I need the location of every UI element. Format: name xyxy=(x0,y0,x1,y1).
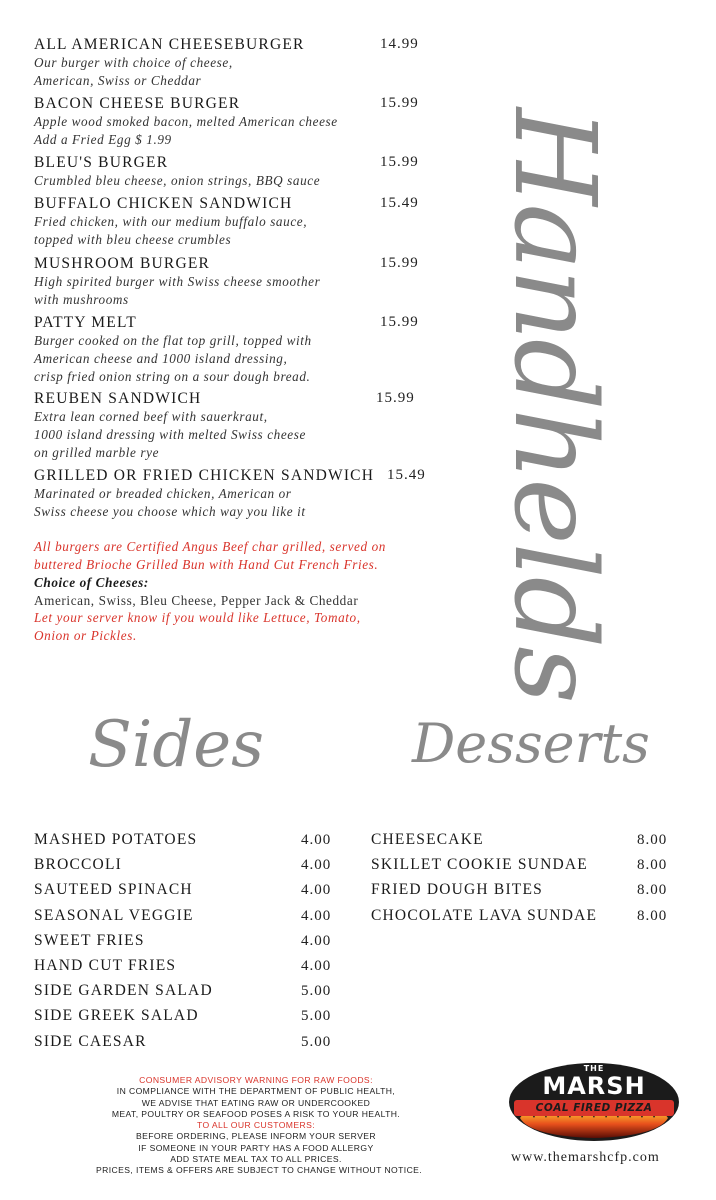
side-item-price: 4.00 xyxy=(301,907,332,924)
advisory-line: BEFORE ORDERING, PLEASE INFORM YOUR SERVER xyxy=(136,1131,376,1142)
handheld-item-price: 14.99 xyxy=(380,36,419,52)
handheld-item-price: 15.99 xyxy=(380,95,419,111)
handheld-item-desc: Crumbled bleu cheese, onion strings, BBQ sauce xyxy=(34,173,321,188)
handheld-item-price: 15.99 xyxy=(380,154,419,170)
handheld-item-desc: Fried chicken, with our medium buffalo sauce, xyxy=(34,214,308,229)
desserts-heading: Desserts xyxy=(412,712,650,775)
side-item-price: 5.00 xyxy=(301,1008,332,1025)
handheld-item-desc: Our burger with choice of cheese, xyxy=(34,55,233,70)
handhelds-heading: Handhelds xyxy=(489,108,619,702)
handheld-item-desc: American cheese and 1000 island dressing, xyxy=(34,351,288,366)
handheld-item-desc: American, Swiss or Cheddar xyxy=(34,73,202,88)
side-item-name: HAND CUT FRIES xyxy=(34,957,177,974)
handheld-item-price: 15.99 xyxy=(380,314,419,330)
marsh-logo xyxy=(508,1062,680,1142)
website-link[interactable]: www.themarshcfp.com xyxy=(511,1150,660,1165)
sides-heading: Sides xyxy=(88,708,264,782)
dessert-item-name: CHEESECAKE xyxy=(371,831,484,848)
side-item-price: 4.00 xyxy=(301,857,332,874)
logo-tagline: COAL FIRED PIZZA xyxy=(535,1102,653,1114)
side-item-price: 4.00 xyxy=(301,958,332,974)
handheld-item-desc: Add a Fried Egg $ 1.99 xyxy=(34,132,172,147)
advisory-line: WE ADVISE THAT EATING RAW OR UNDERCOOKED xyxy=(141,1097,371,1108)
advisory-heading: CONSUMER ADVISORY WARNING FOR RAW FOODS: xyxy=(139,1075,373,1085)
handheld-item-name: BUFFALO CHICKEN SANDWICH xyxy=(34,195,293,212)
side-item-price: 4.00 xyxy=(301,832,332,848)
side-item-price: 4.00 xyxy=(301,932,332,949)
handheld-item-name: GRILLED OR FRIED CHICKEN SANDWICH xyxy=(34,467,375,484)
notes-red-2: Let your server know if you would like Lettuce, Tomato, Onion or Pickles. xyxy=(34,610,361,643)
logo-the: THE xyxy=(583,1064,605,1073)
advisory-line: ADD STATE MEAL TAX TO ALL PRICES. xyxy=(170,1154,342,1165)
dessert-item-price: 8.00 xyxy=(637,907,668,924)
advisory-line: IF SOMEONE IN YOUR PARTY HAS A FOOD ALLERGY xyxy=(138,1142,374,1153)
advisory-line: IN COMPLIANCE WITH THE DEPARTMENT OF PUBLIC HEALTH, xyxy=(116,1086,396,1097)
handheld-item-desc: Marinated or breaded chicken, American or xyxy=(34,486,292,501)
cheese-list: American, Swiss, Bleu Cheese, Pepper Jack & Cheddar xyxy=(34,593,359,608)
side-item-name: SEASONAL VEGGIE xyxy=(34,906,194,924)
handheld-item-desc: on grilled marble rye xyxy=(34,445,160,460)
side-item-name: SIDE GARDEN SALAD xyxy=(34,982,213,1000)
side-item-price: 5.00 xyxy=(301,983,332,1000)
dessert-item-name: SKILLET COOKIE SUNDAE xyxy=(371,856,588,874)
dessert-item-price: 8.00 xyxy=(637,857,668,874)
advisory-line: PRICES, ITEMS & OFFERS ARE SUBJECT TO CHANGE WITHOUT NOTICE. xyxy=(96,1165,423,1176)
handheld-item-price: 15.49 xyxy=(387,467,426,483)
side-item-price: 4.00 xyxy=(301,882,332,899)
advisory-heading: TO ALL OUR CUSTOMERS: xyxy=(196,1120,316,1131)
side-item-name: MASHED POTATOES xyxy=(34,831,198,848)
handheld-item-name: BLEU'S BURGER xyxy=(34,154,169,171)
handheld-item-price: 15.49 xyxy=(380,195,419,211)
handheld-item-desc: with mushrooms xyxy=(34,292,129,307)
handheld-item-name: REUBEN SANDWICH xyxy=(34,390,202,407)
side-item-price: 5.00 xyxy=(301,1033,332,1050)
handheld-item-desc: High spirited burger with Swiss cheese smoother xyxy=(34,274,321,289)
handheld-item-desc: crisp fried onion string on a sour dough bread. xyxy=(34,369,311,384)
side-item-name: SIDE CAESAR xyxy=(34,1032,147,1050)
cheese-label: Choice of Cheeses: xyxy=(34,575,149,590)
dessert-item-price: 8.00 xyxy=(637,832,668,848)
handheld-item-name: PATTY MELT xyxy=(34,314,137,331)
dessert-item-price: 8.00 xyxy=(637,882,668,899)
side-item-name: BROCCOLI xyxy=(34,856,122,874)
handheld-item-desc: 1000 island dressing with melted Swiss cheese xyxy=(34,427,306,442)
side-item-name: SIDE GREEK SALAD xyxy=(34,1007,199,1025)
logo-name: MARSH xyxy=(542,1072,646,1100)
handheld-item-desc: Apple wood smoked bacon, melted American cheese xyxy=(34,114,338,129)
handheld-item-desc: topped with bleu cheese crumbles xyxy=(34,232,232,247)
side-item-name: SAUTEED SPINACH xyxy=(34,881,193,899)
handheld-item-name: ALL AMERICAN CHEESEBURGER xyxy=(34,36,305,53)
advisory-line: MEAT, POULTRY OR SEAFOOD POSES A RISK TO YOUR HEALTH. xyxy=(111,1108,401,1119)
handheld-item-price: 15.99 xyxy=(376,390,415,406)
dessert-item-name: CHOCOLATE LAVA SUNDAE xyxy=(371,906,598,924)
side-item-name: SWEET FRIES xyxy=(34,931,145,949)
handheld-item-name: MUSHROOM BURGER xyxy=(34,255,211,272)
handheld-item-desc: Burger cooked on the flat top grill, topped with xyxy=(34,333,312,348)
handheld-item-price: 15.99 xyxy=(380,255,419,271)
handheld-item-name: BACON CHEESE BURGER xyxy=(34,95,241,112)
dessert-item-name: FRIED DOUGH BITES xyxy=(371,881,543,899)
handheld-item-desc: Extra lean corned beef with sauerkraut, xyxy=(34,409,268,424)
consumer-advisory xyxy=(96,1075,423,1177)
notes-red-1: All burgers are Certified Angus Beef char grilled, served on buttered Brioche Grilled Bun with Hand Cut French Fries. xyxy=(34,539,386,572)
handheld-item-desc: Swiss cheese you choose which way you like it xyxy=(34,504,306,519)
